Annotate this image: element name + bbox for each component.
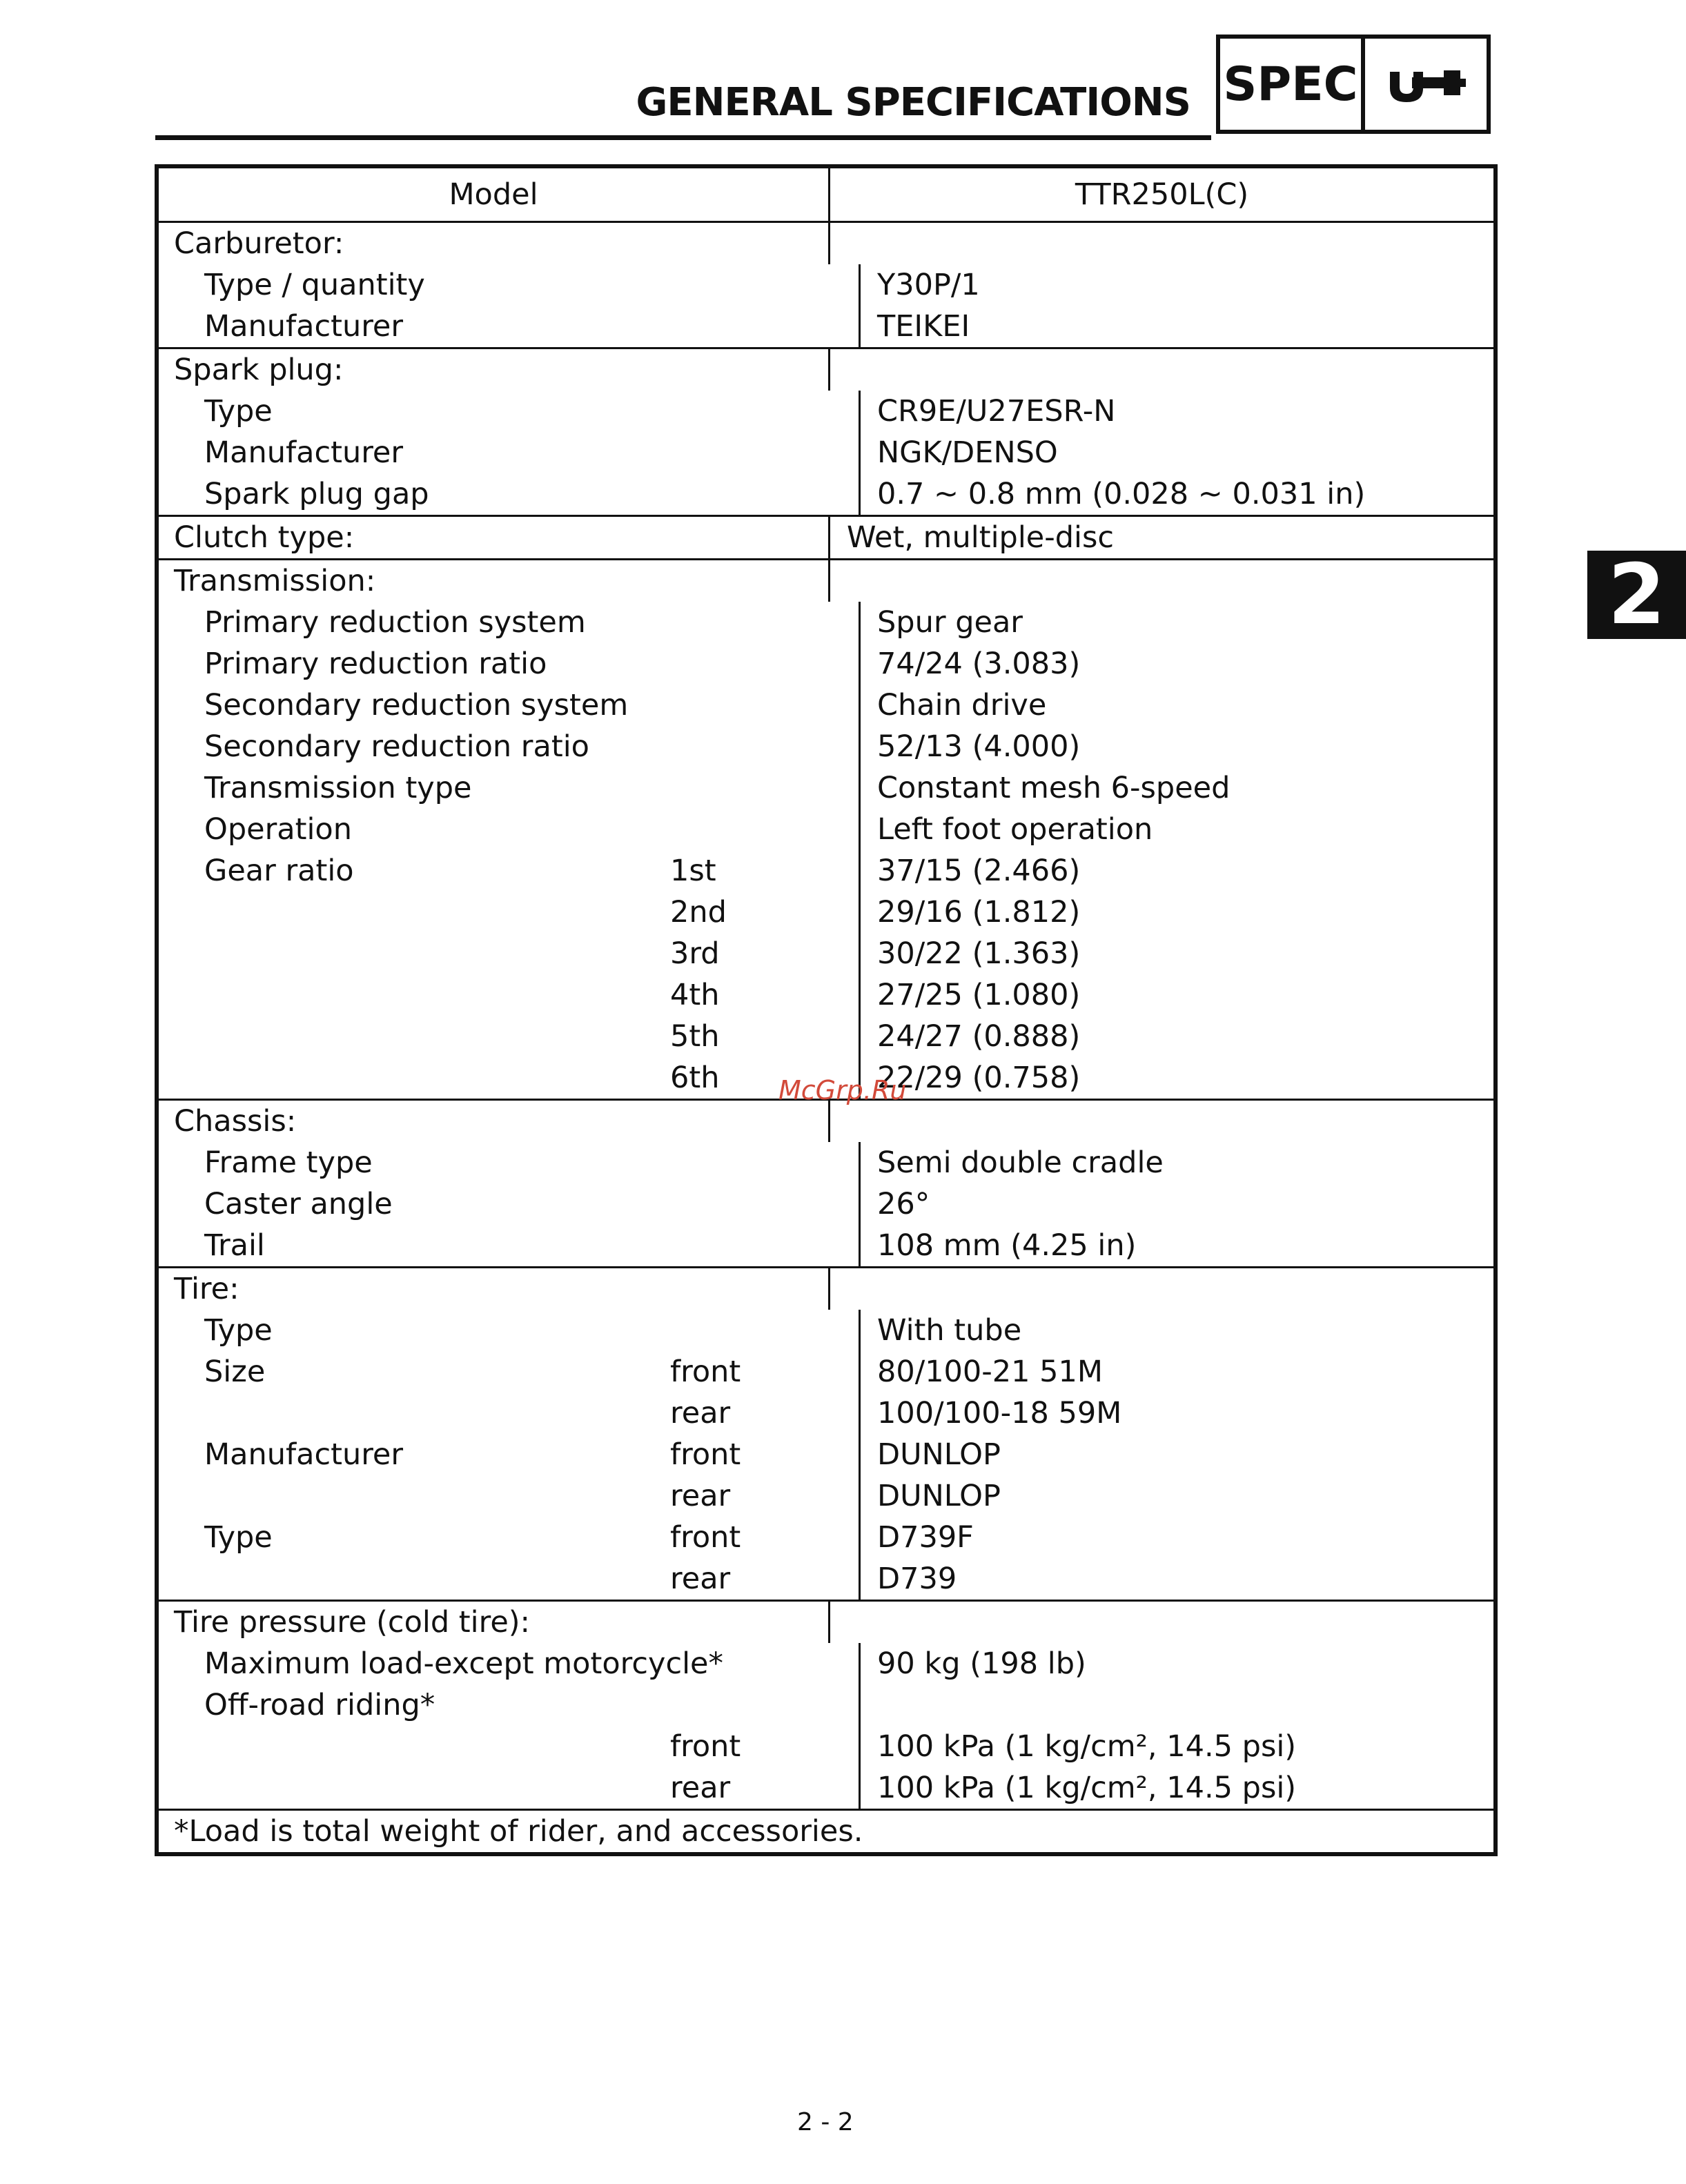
group-title-value (830, 1268, 1493, 1310)
table-row (159, 850, 1493, 892)
group-title-row (159, 1602, 1493, 1643)
spec-value: 74/24 (3.083) (877, 647, 1081, 681)
spec-value: Chain drive (877, 688, 1047, 722)
spec-value: CR9E/U27ESR-N (877, 394, 1116, 429)
spec-sublabel: front (670, 1520, 741, 1555)
group-title: Tire: (159, 1268, 830, 1310)
group-title-value (830, 1101, 1493, 1142)
table-row (159, 602, 1493, 643)
spec-value: Semi double cradle (877, 1145, 1164, 1180)
table-row (159, 1475, 1493, 1517)
table-row (159, 264, 1493, 306)
spec-label: Transmission type (204, 771, 472, 805)
spec-label: Spark plug gap (204, 477, 429, 511)
spec-value: 0.7 ~ 0.8 mm (0.028 ~ 0.031 in) (877, 477, 1366, 511)
table-row (159, 1351, 1493, 1393)
table-row (159, 726, 1493, 767)
spec-label: Secondary reduction system (204, 688, 629, 722)
table-row (159, 933, 1493, 974)
spec-badge-label: SPEC (1220, 39, 1365, 130)
spec-sublabel: rear (670, 1562, 731, 1596)
spec-value (861, 1684, 1493, 1726)
spec-label: Gear ratio (204, 854, 354, 888)
spec-value: 29/16 (1.812) (877, 895, 1081, 929)
spec-value: D739F (877, 1520, 974, 1555)
spec-value: 27/25 (1.080) (877, 978, 1081, 1012)
table-row (159, 1393, 1493, 1434)
spec-sublabel: 3rd (670, 936, 720, 971)
group-title-value (830, 560, 1493, 602)
table-row (159, 1142, 1493, 1183)
spec-label: Type (204, 1313, 273, 1348)
table-row (159, 1225, 1493, 1266)
spec-label: Manufacturer (204, 1437, 404, 1472)
group-title: Tire pressure (cold tire): (159, 1602, 830, 1643)
spec-value: Left foot operation (877, 812, 1153, 847)
spec-sublabel: 6th (670, 1061, 720, 1095)
spec-value: 100/100-18 59M (877, 1396, 1122, 1430)
watermark: McGrp.Ru (778, 1075, 907, 1105)
spec-sublabel: rear (670, 1771, 731, 1805)
spec-value: 100 kPa (1 kg/cm², 14.5 psi) (877, 1771, 1297, 1805)
page-title-bar (155, 76, 1211, 140)
spec-sublabel: rear (670, 1396, 731, 1430)
table-row (159, 1183, 1493, 1225)
spec-label: Maximum load-except motorcycle* (204, 1646, 723, 1681)
group-title-value (830, 223, 1493, 264)
spec-group (159, 223, 1493, 349)
spec-value: DUNLOP (877, 1437, 1001, 1472)
spec-value: Spur gear (877, 605, 1023, 640)
spec-label: Type / quantity (204, 268, 425, 302)
spec-label: Type (204, 394, 273, 429)
spec-table (155, 164, 1498, 1856)
spec-value: DUNLOP (877, 1479, 1001, 1513)
header-model-value: TTR250L(C) (1075, 177, 1249, 212)
spec-label: Type (204, 1520, 273, 1555)
spec-label: Primary reduction ratio (204, 647, 547, 681)
spec-label: Manufacturer (204, 309, 404, 344)
table-row (159, 1767, 1493, 1809)
spec-value: 108 mm (4.25 in) (877, 1228, 1137, 1263)
spec-value: 24/27 (0.888) (877, 1019, 1081, 1054)
group-title: Clutch type: (159, 517, 830, 558)
table-row (159, 1517, 1493, 1558)
spec-group (159, 1602, 1493, 1811)
table-row (159, 1016, 1493, 1057)
spec-group (159, 1101, 1493, 1268)
spec-sublabel: rear (670, 1479, 731, 1513)
spec-label: Trail (204, 1228, 265, 1263)
spec-value: 30/22 (1.363) (877, 936, 1081, 971)
group-title-value (830, 1602, 1493, 1643)
table-row (159, 473, 1493, 515)
spec-sublabel: front (670, 1729, 741, 1764)
spec-value: Constant mesh 6-speed (877, 771, 1231, 805)
spec-value: Y30P/1 (877, 268, 980, 302)
spec-sublabel: 1st (670, 854, 716, 888)
group-title-value (830, 349, 1493, 391)
spec-sublabel: 5th (670, 1019, 720, 1054)
group-title-row (159, 560, 1493, 602)
table-row (159, 974, 1493, 1016)
spec-group (159, 517, 1493, 560)
group-title-row (159, 349, 1493, 391)
table-row (159, 809, 1493, 850)
group-title-value: Wet, multiple-disc (847, 520, 1115, 555)
table-row (159, 391, 1493, 432)
spec-value: 90 kg (198 lb) (877, 1646, 1086, 1681)
spec-label: Operation (204, 812, 352, 847)
table-row (159, 1310, 1493, 1351)
spec-sublabel: 2nd (670, 895, 727, 929)
group-title: Carburetor: (159, 223, 830, 264)
group-title: Chassis: (159, 1101, 830, 1142)
group-title: Spark plug: (159, 349, 830, 391)
spec-value: NGK/DENSO (877, 435, 1058, 470)
table-row (159, 1726, 1493, 1767)
group-title-row (159, 1101, 1493, 1142)
spec-label: Primary reduction system (204, 605, 586, 640)
spec-value: 26° (877, 1187, 930, 1221)
spec-group (159, 560, 1493, 1101)
table-row (159, 1434, 1493, 1475)
spec-group (159, 1268, 1493, 1602)
group-title-row (159, 517, 1493, 558)
spec-group (159, 349, 1493, 517)
spec-value: 52/13 (4.000) (877, 729, 1081, 764)
spec-value: 22/29 (0.758) (877, 1061, 1081, 1095)
table-row (159, 767, 1493, 809)
spec-sublabel: front (670, 1355, 741, 1389)
spec-sublabel: front (670, 1437, 741, 1472)
spec-badge (1216, 35, 1491, 134)
table-row (159, 306, 1493, 347)
spec-label: Secondary reduction ratio (204, 729, 589, 764)
group-title: Transmission: (159, 560, 830, 602)
spec-label: Size (204, 1355, 266, 1389)
table-row (159, 643, 1493, 685)
footnote: *Load is total weight of rider, and accessories. (174, 1814, 863, 1849)
table-row (159, 1643, 1493, 1684)
spec-label: Off-road riding* (204, 1688, 435, 1722)
spec-value: With tube (877, 1313, 1022, 1348)
table-header (159, 168, 1493, 223)
page-title: GENERAL SPECIFICATIONS (636, 80, 1190, 125)
spec-label: Caster angle (204, 1187, 393, 1221)
chapter-tab[interactable]: 2 (1587, 551, 1686, 639)
wrench-icon (1365, 39, 1487, 130)
spec-value: D739 (877, 1562, 957, 1596)
spec-sublabel: 4th (670, 978, 720, 1012)
spec-value: 100 kPa (1 kg/cm², 14.5 psi) (877, 1729, 1297, 1764)
table-row (159, 685, 1493, 726)
group-title-row (159, 1268, 1493, 1310)
spec-value: 80/100-21 51M (877, 1355, 1103, 1389)
spec-value: 37/15 (2.466) (877, 854, 1081, 888)
table-row (159, 1684, 1493, 1726)
table-row (159, 892, 1493, 933)
table-row (159, 432, 1493, 473)
page-number: 2 - 2 (797, 2108, 854, 2136)
group-title-row (159, 223, 1493, 264)
spec-label: Frame type (204, 1145, 373, 1180)
header-model: Model (159, 168, 830, 221)
spec-value: TEIKEI (877, 309, 970, 344)
table-row (159, 1558, 1493, 1600)
spec-label: Manufacturer (204, 435, 404, 470)
